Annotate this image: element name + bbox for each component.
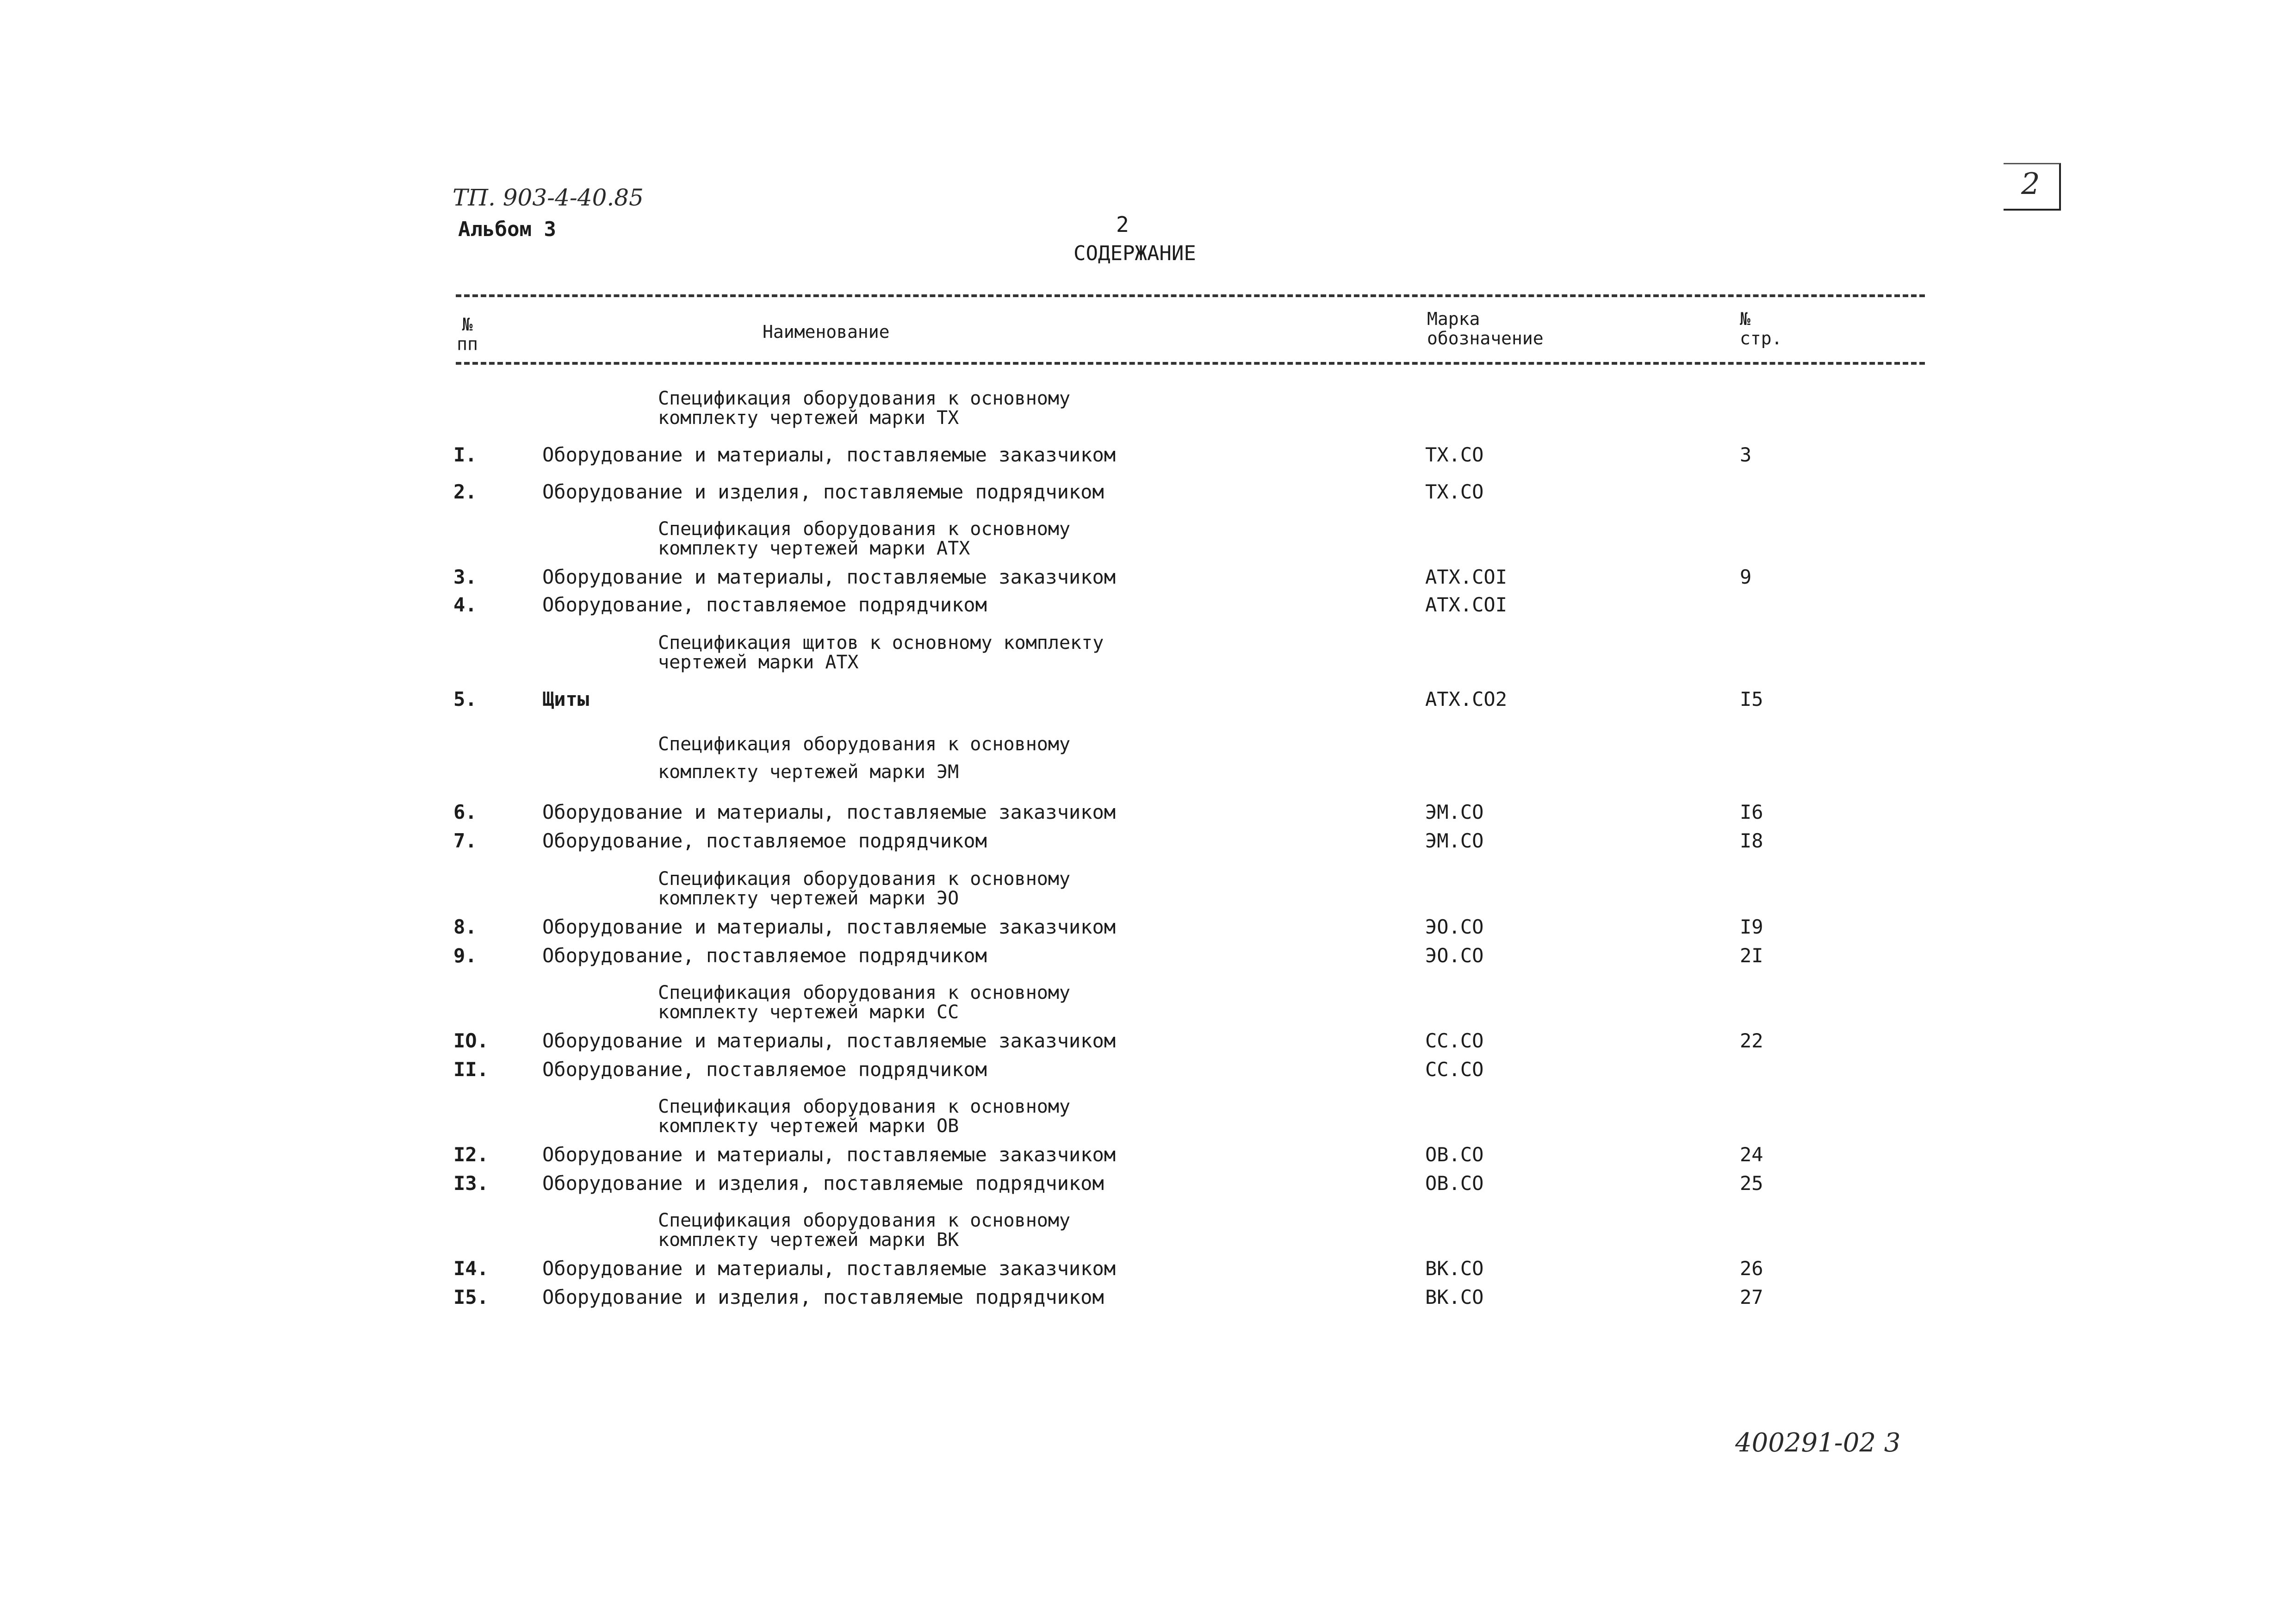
- row-mark: ЭО.СО: [1425, 915, 1484, 938]
- row-number: 7.: [453, 829, 477, 852]
- row-page: I5: [1740, 688, 1763, 710]
- row-name: Оборудование, поставляемое подрядчиком: [542, 829, 987, 852]
- row-page: 27: [1740, 1286, 1763, 1308]
- table-row: [0, 1286, 2296, 1309]
- row-page: 24: [1740, 1143, 1763, 1166]
- row-name: Оборудование и материалы, поставляемые заказчиком: [542, 915, 1116, 938]
- row-page: 3: [1740, 443, 1752, 466]
- row-number: 9.: [453, 944, 477, 967]
- table-row: [0, 566, 2296, 589]
- row-number: I4.: [453, 1257, 489, 1280]
- table-row: [0, 688, 2296, 711]
- row-mark: ОВ.СО: [1425, 1172, 1484, 1195]
- row-page: I6: [1740, 801, 1763, 823]
- top-rule: [456, 294, 1925, 297]
- row-mark: СС.СО: [1425, 1058, 1484, 1081]
- row-name: Оборудование, поставляемое подрядчиком: [542, 944, 987, 967]
- table-row: [0, 1257, 2296, 1280]
- section-heading-tx: Спецификация оборудования к основному комплекту чертежей марки ТХ: [658, 388, 1071, 429]
- row-number: I.: [453, 443, 477, 466]
- row-name: Оборудование и материалы, поставляемые заказчиком: [542, 801, 1116, 823]
- row-page: 22: [1740, 1029, 1763, 1052]
- row-mark: ТХ.СО: [1425, 443, 1484, 466]
- column-header-mark: Марка обозначение: [1427, 309, 1544, 349]
- row-number: I3.: [453, 1172, 489, 1195]
- table-row: [0, 1029, 2296, 1052]
- row-name: Оборудование и материалы, поставляемые заказчиком: [542, 1257, 1116, 1280]
- sheet-number-box: [2004, 163, 2061, 211]
- row-page: I8: [1740, 829, 1763, 852]
- table-row: [0, 480, 2296, 504]
- section-heading-ov: Спецификация оборудования к основному комплекту чертежей марки ОВ: [658, 1096, 1071, 1137]
- row-name: Оборудование и материалы, поставляемые заказчиком: [542, 443, 1116, 466]
- row-mark: АТХ.СОI: [1425, 593, 1508, 616]
- table-row: [0, 1058, 2296, 1081]
- row-name: Щиты: [542, 688, 590, 710]
- row-number: 2.: [453, 480, 477, 503]
- table-row: [0, 1172, 2296, 1195]
- column-header-page: № стр.: [1740, 309, 1782, 349]
- page-title: СОДЕРЖАНИЕ: [1074, 242, 1196, 265]
- album-label: Альбом 3: [458, 218, 556, 241]
- row-name: Оборудование, поставляемое подрядчиком: [542, 1058, 987, 1081]
- row-name: Оборудование и материалы, поставляемые заказчиком: [542, 1143, 1116, 1166]
- row-number: I2.: [453, 1143, 489, 1166]
- row-page: I9: [1740, 915, 1763, 938]
- document-code: ТП. 903-4-40.85: [453, 184, 644, 211]
- row-page: 2I: [1740, 944, 1763, 967]
- row-mark: ЭМ.СО: [1425, 801, 1484, 823]
- table-row: [0, 944, 2296, 967]
- row-page: 25: [1740, 1172, 1763, 1195]
- row-mark: ВК.СО: [1425, 1286, 1484, 1308]
- row-mark: ЭМ.СО: [1425, 829, 1484, 852]
- row-number: II.: [453, 1058, 489, 1081]
- row-mark: ОВ.СО: [1425, 1143, 1484, 1166]
- section-heading-vk: Спецификация оборудования к основному комплекту чертежей марки ВК: [658, 1210, 1071, 1251]
- archive-stamp: 400291-02 3: [1735, 1428, 1901, 1458]
- header-bottom-rule: [456, 362, 1925, 365]
- section-heading-eo: Спецификация оборудования к основному комплекту чертежей марки ЭО: [658, 868, 1071, 909]
- row-number: 8.: [453, 915, 477, 938]
- column-header-number: № пп: [457, 314, 478, 354]
- row-name: Оборудование и материалы, поставляемые заказчиком: [542, 566, 1116, 588]
- table-row: [0, 915, 2296, 939]
- row-number: I5.: [453, 1286, 489, 1308]
- row-name: Оборудование, поставляемое подрядчиком: [542, 593, 987, 616]
- row-name: Оборудование и изделия, поставляемые подрядчиком: [542, 1286, 1104, 1308]
- row-mark: ВК.СО: [1425, 1257, 1484, 1280]
- row-number: 3.: [453, 566, 477, 588]
- row-name: Оборудование и изделия, поставляемые подрядчиком: [542, 1172, 1104, 1195]
- row-mark: ЭО.СО: [1425, 944, 1484, 967]
- row-page: 26: [1740, 1257, 1763, 1280]
- row-number: IO.: [453, 1029, 489, 1052]
- section-heading-em: Спецификация оборудования к основному комплекту чертежей марки ЭМ: [658, 734, 1071, 783]
- row-number: 4.: [453, 593, 477, 616]
- row-mark: СС.СО: [1425, 1029, 1484, 1052]
- row-page: 9: [1740, 566, 1752, 588]
- row-mark: АТХ.СО2: [1425, 688, 1508, 710]
- page-number: 2: [1116, 212, 1129, 237]
- row-number: 5.: [453, 688, 477, 710]
- section-heading-atx: Спецификация оборудования к основному комплекту чертежей марки АТХ: [658, 518, 1071, 559]
- sheet-number: 2: [2021, 167, 2040, 201]
- row-number: 6.: [453, 801, 477, 823]
- table-row: [0, 801, 2296, 824]
- row-name: Оборудование и изделия, поставляемые подрядчиком: [542, 480, 1104, 503]
- row-name: Оборудование и материалы, поставляемые заказчиком: [542, 1029, 1116, 1052]
- section-heading-atx-panels: Спецификация щитов к основному комплекту чертежей марки АТХ: [658, 632, 1104, 673]
- row-mark: АТХ.СОI: [1425, 566, 1508, 588]
- table-row: [0, 1143, 2296, 1166]
- row-mark: ТХ.СО: [1425, 480, 1484, 503]
- section-heading-ss: Спецификация оборудования к основному комплекту чертежей марки СС: [658, 982, 1071, 1023]
- table-row: [0, 593, 2296, 617]
- table-row: [0, 829, 2296, 853]
- table-row: [0, 443, 2296, 467]
- column-header-name: Наименование: [763, 322, 890, 342]
